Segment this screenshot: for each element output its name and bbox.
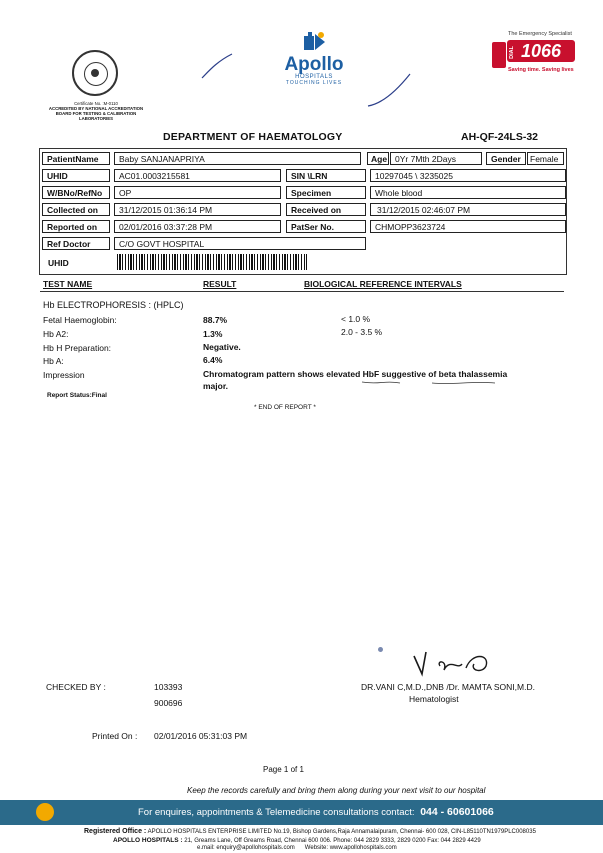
col-result: RESULT [203, 279, 237, 289]
form-code: AH-QF-24LS-32 [461, 131, 539, 143]
wbno-value: OP [114, 186, 281, 199]
registered-office: Registered Office : APOLLO HOSPITALS ENTERPRISE LIMITED No.19, Bishop Gardens,Raja Annamalaipuram, Chennai- 600 028, CIN-L85110TN1979PLC008035 [84, 828, 536, 835]
patient-name-label: PatientName [42, 152, 110, 165]
impression-label: Impression [43, 370, 85, 380]
specimen-value: Whole blood [370, 186, 566, 199]
apollo-logo-sub: HOSPITALS [295, 74, 333, 80]
apollo-seal-icon [36, 803, 54, 821]
col-test-name: TEST NAME [43, 279, 93, 289]
specimen-label: Specimen [286, 186, 366, 199]
sin-value: 10297045 \ 3235025 [370, 169, 566, 182]
col-reference: BIOLOGICAL REFERENCE INTERVALS [304, 279, 462, 289]
patser-label: PatSer No. [286, 220, 366, 233]
row-result: 88.7% [203, 315, 228, 325]
dial-box: DIAL 1066 [507, 40, 575, 62]
age-value: 0Yr 7Mth 2Days [390, 152, 482, 165]
report-status: Report Status:Final [47, 392, 107, 399]
impression-line-2: major. [203, 381, 229, 391]
apollo-logo-name: Apollo [284, 54, 344, 75]
sin-label: SIN \LRN [286, 169, 366, 182]
received-label: Received on [286, 203, 366, 216]
nabl-seal [72, 50, 118, 96]
patser-value: CHMOPP3623724 [370, 220, 566, 233]
email-website: e.mail: enquiry@apollohospitals.com Website: www.apollohospitals.com [197, 845, 397, 851]
row-result: Negative. [203, 342, 241, 352]
checked-by-label: CHECKED BY : [46, 682, 106, 692]
row-result: 6.4% [203, 355, 223, 365]
contact-bar-number: 044 - 60601066 [420, 806, 494, 818]
uhid-label: UHID [42, 169, 110, 182]
stamp-mark [378, 647, 383, 652]
reported-label: Reported on [42, 220, 110, 233]
gender-value: Female [527, 152, 564, 165]
doctor-title: Hematologist [409, 694, 459, 704]
uhid-barcode-label: UHID [48, 258, 69, 268]
page-number: Page 1 of 1 [263, 765, 304, 774]
doctor-signature [410, 648, 500, 678]
row-name: Hb A2: [43, 329, 69, 339]
phone-icon [492, 42, 506, 68]
header-divider [40, 291, 564, 292]
uhid-value: AC01.0003215581 [114, 169, 281, 182]
apollo-logo-tagline: TOUCHING LIVES [285, 80, 343, 86]
pen-mark-2 [366, 70, 416, 110]
department-title: DEPARTMENT OF HAEMATOLOGY [163, 131, 343, 143]
printed-on-label: Printed On : [92, 731, 138, 741]
accreditation-text: Certificate No. :M-0110 ACCREDITED BY NATIONAL ACCREDITATION BOARD FOR TESTING & CALIBRATION LABORATORIES [48, 101, 144, 121]
gender-label: Gender [486, 152, 526, 165]
keep-records-note: Keep the records carefully and bring them along during your next visit to our hospital [187, 786, 486, 795]
patient-name: Baby SANJANAPRIYA [114, 152, 361, 165]
row-result: 1.3% [203, 329, 223, 339]
refdoc-label: Ref Doctor [42, 237, 110, 250]
contact-bar [0, 800, 603, 825]
refdoc-value: C/O GOVT HOSPITAL [114, 237, 366, 250]
doctor-name: DR.VANI C,M.D.,DNB /Dr. MAMTA SONI,M.D. [361, 682, 535, 692]
row-ref: 2.0 - 3.5 % [341, 327, 383, 337]
handwritten-underline [360, 378, 500, 386]
row-name: Hb A: [43, 356, 64, 366]
apollo-hospitals-address: APOLLO HOSPITALS : 21, Greams Lane, Off Greams Road, Chennai 600 006. Phone: 044 2829 3333, 2829 0200 Fax: 044 2829 4429 [113, 837, 481, 844]
collected-value: 31/12/2015 01:36:14 PM [114, 203, 281, 216]
wbno-label: W/BNo/RefNo [42, 186, 110, 199]
impression-line-1: Chromatogram pattern shows elevated HbF suggestive of beta thalassemia [203, 369, 508, 379]
apollo-emblem-icon [299, 30, 329, 54]
checked-id-2: 900696 [154, 698, 183, 708]
row-name: Fetal Haemoglobin: [43, 315, 117, 325]
collected-label: Collected on [42, 203, 110, 216]
section-title: Hb ELECTROPHORESIS : (HPLC) [43, 300, 184, 310]
emergency-badge: The Emergency Specialist DIAL 1066 Saving time. Saving lives [490, 31, 580, 79]
apollo-logo [276, 30, 352, 92]
checked-id-1: 103393 [154, 682, 183, 692]
received-value: 31/12/2015 02:46:07 PM [370, 203, 566, 216]
row-ref: < 1.0 % [341, 314, 371, 324]
row-name: Hb H Preparation: [43, 343, 112, 353]
end-of-report: * END OF REPORT * [254, 404, 316, 411]
printed-on-value: 02/01/2016 05:31:03 PM [154, 731, 248, 741]
age-label: Age [367, 152, 389, 165]
uhid-barcode [117, 254, 307, 270]
pen-mark-1 [198, 52, 238, 82]
reported-value: 02/01/2016 03:37:28 PM [114, 220, 281, 233]
contact-bar-text: For enquires, appointments & Telemedicine consultations contact: [138, 807, 415, 818]
